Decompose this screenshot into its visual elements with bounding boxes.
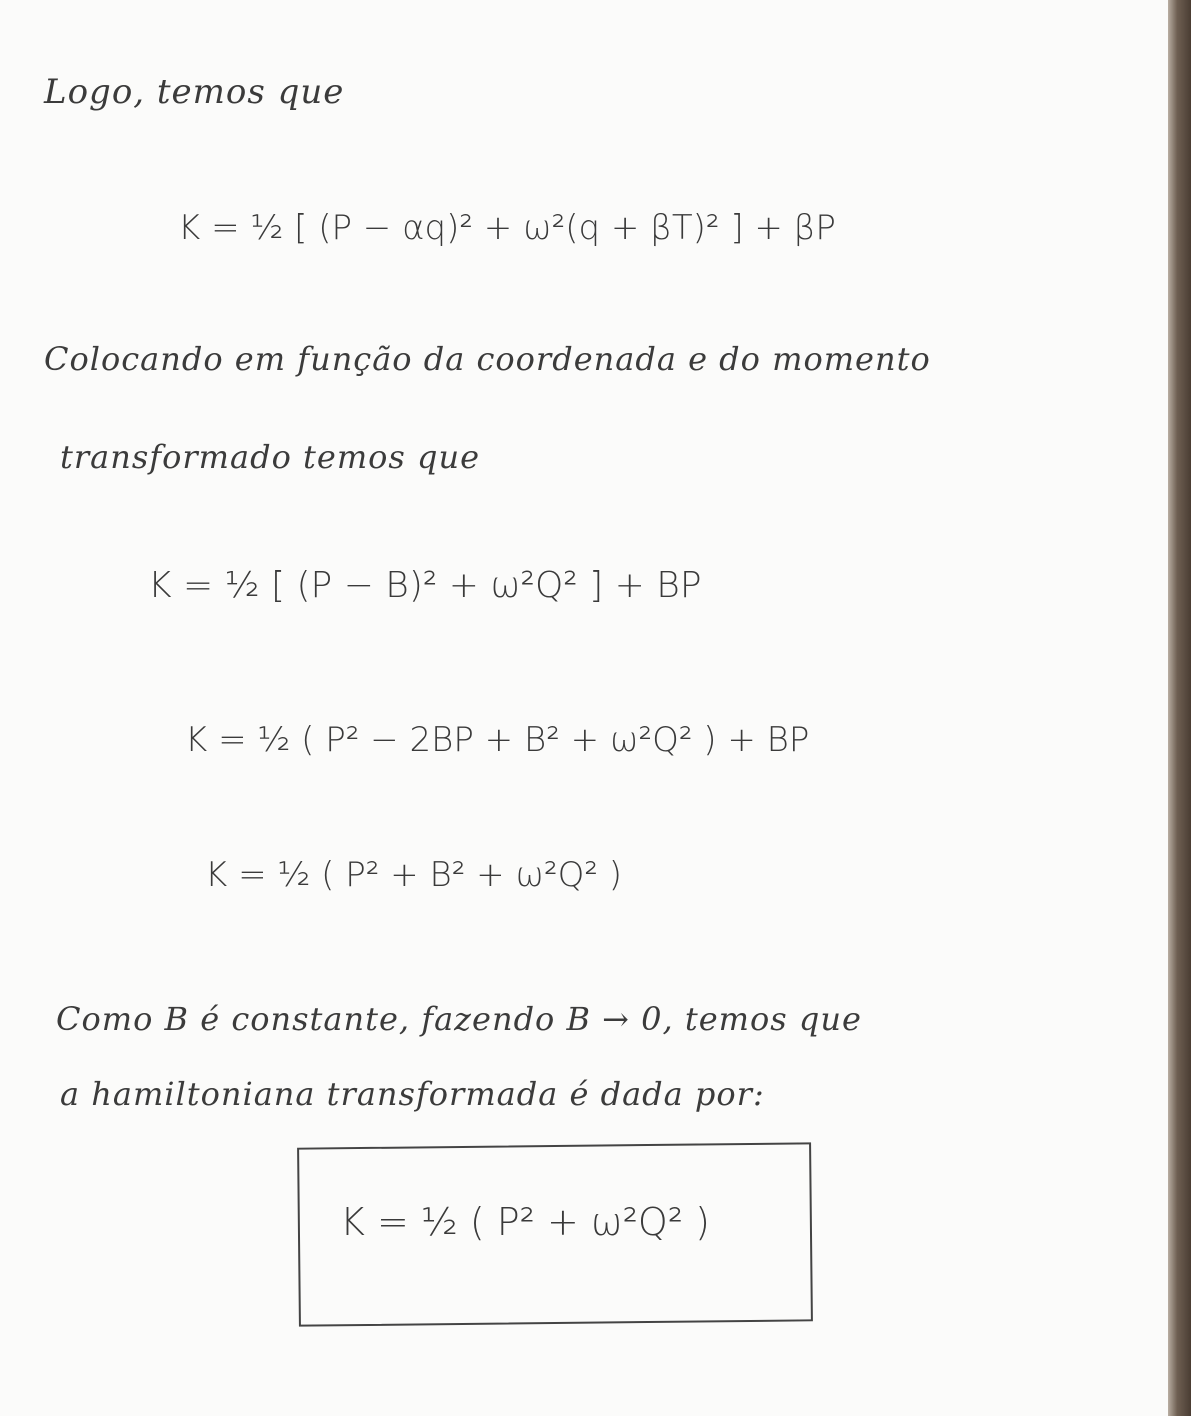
- explanation-text-1: Colocando em função da coordenada e do momento: [44, 340, 931, 378]
- hamiltonian-equation-4: K = ½ ( P² + B² + ω²Q² ): [205, 855, 623, 895]
- hamiltonian-equation-2: K = ½ [ (P − B)² + ω²Q² ] + BP: [148, 565, 702, 606]
- conclusion-text-2: a hamiltoniana transformada é dada por:: [60, 1075, 765, 1113]
- final-hamiltonian-equation: K = ½ ( P² + ω²Q² ): [340, 1200, 710, 1244]
- hamiltonian-equation-1: K = ½ [ (P − αq)² + ω²(q + βT)² ] + βP: [178, 208, 836, 248]
- intro-text: Logo, temos que: [44, 72, 345, 112]
- conclusion-text-1: Como B é constante, fazendo B → 0, temos que: [56, 1000, 862, 1038]
- page-edge: [1168, 0, 1191, 1416]
- hamiltonian-equation-3: K = ½ ( P² − 2BP + B² + ω²Q² ) + BP: [185, 720, 810, 760]
- explanation-text-2: transformado temos que: [60, 438, 481, 476]
